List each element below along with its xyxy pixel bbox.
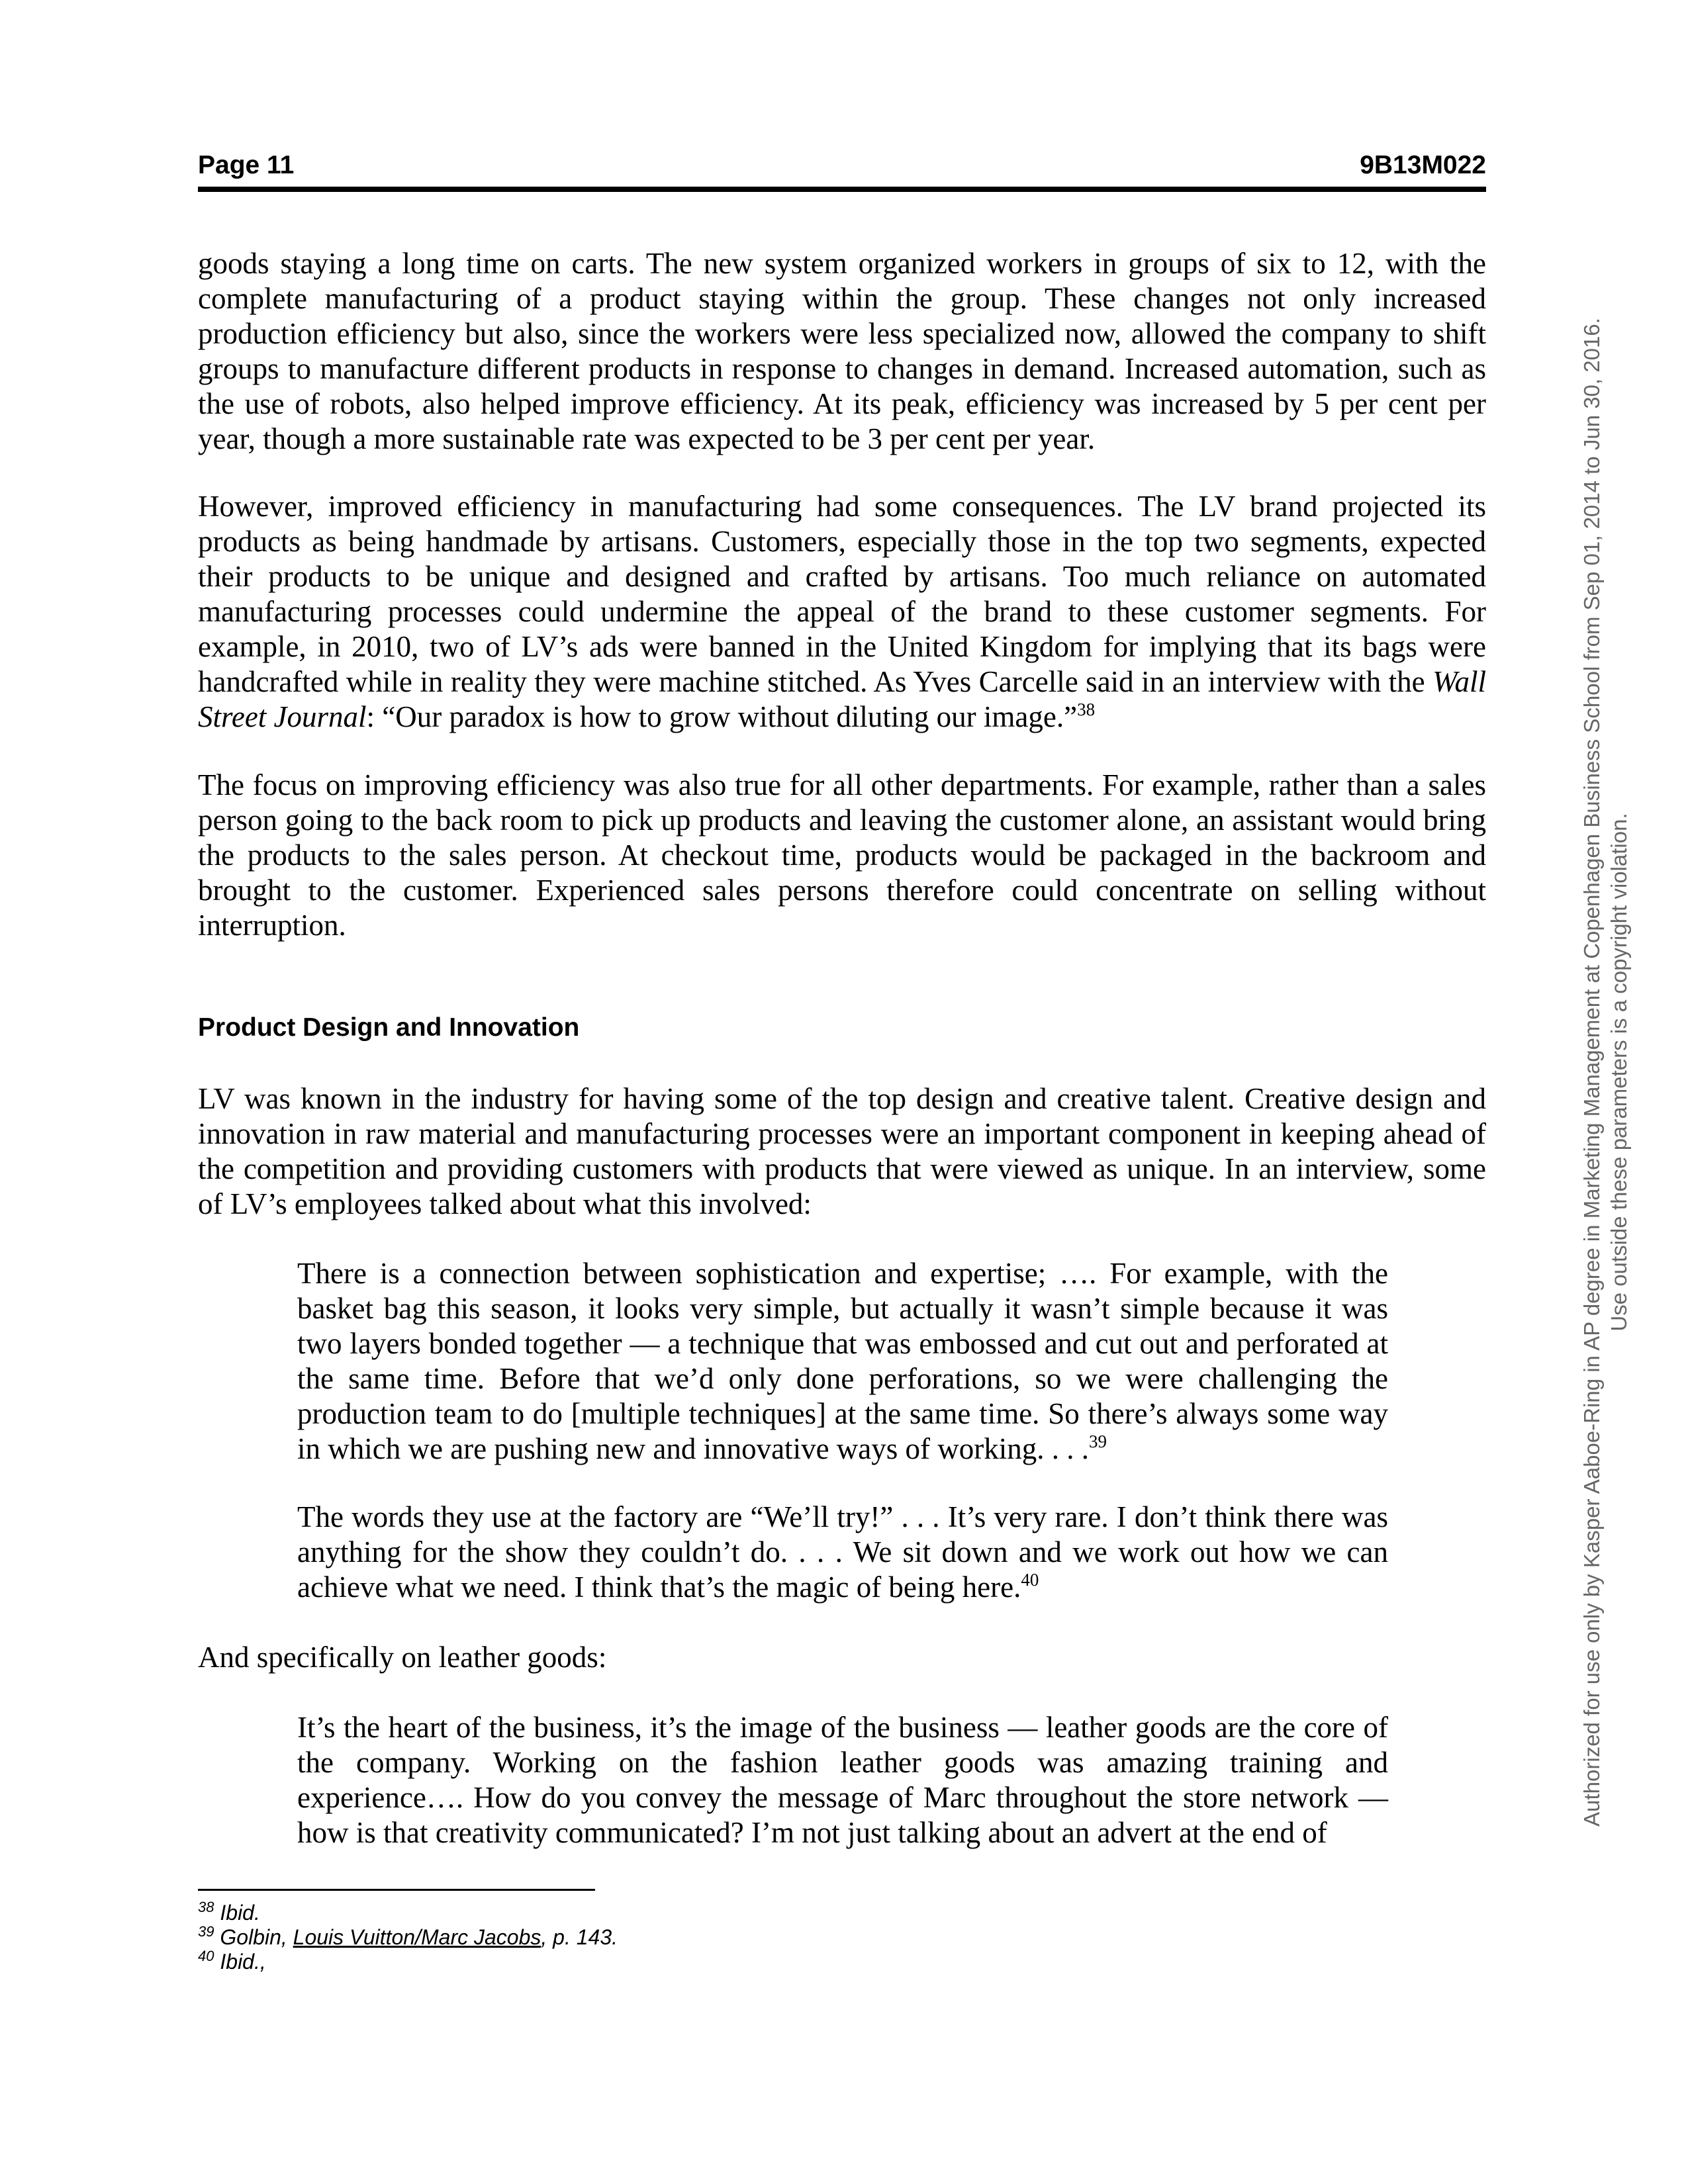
footnote-number: 38 [198, 1899, 214, 1915]
paragraph-2-text: However, improved efficiency in manufacturing had some consequences. The LV brand projected its products as being handmade by artisans. Customers, especially those in the top two segments, expected their products to be unique and designed and crafted by artisans. Too much reliance on automated manufacturing processes could undermine the appeal of the brand to these customer segments. For example, in 2010, two of LV’s ads were banned in the United Kingdom for implying that its bags were handcrafted while in reality they were machine stitched. As Yves Carcelle said in an interview with the [198, 490, 1486, 698]
journal-title: Wall Street Journal [198, 665, 1486, 733]
block-quote-2-text: The words they use at the factory are “We’ll try!” . . . It’s very rare. I don’t think there was anything for the show they couldn’t do. . . . We sit down and we work out how we can achieve what we need. I think that’s the magic of being here. [297, 1500, 1388, 1604]
footnotes [198, 1901, 992, 1974]
footnote-text: Ibid., [220, 1950, 266, 1974]
block-quote-2 [297, 1500, 1388, 1605]
footnote-ref-40: 40 [1021, 1570, 1039, 1590]
page-header [198, 150, 1486, 192]
footnote-text: Ibid. [220, 1901, 260, 1925]
footnote-author: Golbin, [220, 1925, 293, 1949]
footnote-book-title: Louis Vuitton/Marc Jacobs [293, 1925, 541, 1949]
paragraph-2-end: : “Our paradox is how to grow without diluting our image.” [366, 700, 1078, 733]
paragraph-3: The focus on improving efficiency was also true for all other departments. For example, rather than a sales person going to the back room to pick up products and leaving the customer alone, an assistant would bring the products to the sales person. At checkout time, products would be packaged in the backroom and brought to the customer. Experienced sales persons therefore could concentrate on selling without interruption. [198, 768, 1486, 942]
document-code: 9B13M022 [1360, 151, 1486, 179]
footnote-39 [198, 1925, 992, 1950]
block-quote-1 [297, 1256, 1388, 1467]
block-quote-3: It’s the heart of the business, it’s the image of the business — leather goods are the core of the company. Working on the fashion leather goods was amazing training and experience…. How do you convey the message of Marc throughout the store network — how is that creativity communicated? I’m not just talking about an advert at the end of [297, 1711, 1388, 1849]
footnote-40 [198, 1950, 992, 1974]
section-heading: Product Design and Innovation [198, 1013, 580, 1042]
paragraph-4: LV was known in the industry for having some of the top design and creative talent. Creative design and innovation in raw material and manufacturing processes were an important component in keeping ahead of the competition and providing customers with products that were viewed as unique. In an interview, some of LV’s employees talked about what this involved: [198, 1082, 1486, 1220]
footnote-divider [198, 1889, 595, 1891]
paragraph-1: goods staying a long time on carts. The new system organized workers in groups of six to 12, with the complete manufacturing of a product staying within the group. These changes not only increased production efficiency but also, since the workers were less specialized now, allowed the company to shift groups to manufacture different products in response to changes in demand. Increased automation, such as the use of robots, also helped improve efficiency. At its peak, efficiency was increased by 5 per cent per year, though a more sustainable rate was expected to be 3 per cent per year. [198, 247, 1486, 455]
footnote-ref-39: 39 [1089, 1432, 1107, 1451]
paragraph-2 [198, 489, 1486, 735]
footnote-page: , p. 143. [541, 1925, 618, 1949]
block-quote-1-text: There is a connection between sophistication and expertise; …. For example, with the basket bag this season, it looks very simple, but actually it wasn’t simple because it was two layers bonded together — a technique that was embossed and cut out and perforated at the same time. Before that we’d only done perforations, so we were challenging the production team to do [multiple techniques] at the same time. So there’s always some way in which we are pushing new and innovative ways of working. . . . [297, 1257, 1388, 1465]
footnote-number: 40 [198, 1948, 214, 1964]
footnote-number: 39 [198, 1923, 214, 1940]
watermark-line-1: Authorized for use only by Kasper Aaboe-Ring in AP degree in Marketing Management at Copenhagen Business School from Sep 01, 2014 to Jun 30, 2016. [1579, 318, 1604, 1827]
footnote-ref-38: 38 [1077, 700, 1096, 719]
watermark-line-2: Use outside these parameters is a copyright violation. [1607, 813, 1631, 1332]
paragraph-5: And specifically on leather goods: [198, 1641, 607, 1674]
page-number: Page 11 [198, 151, 295, 179]
footnote-38 [198, 1901, 992, 1925]
